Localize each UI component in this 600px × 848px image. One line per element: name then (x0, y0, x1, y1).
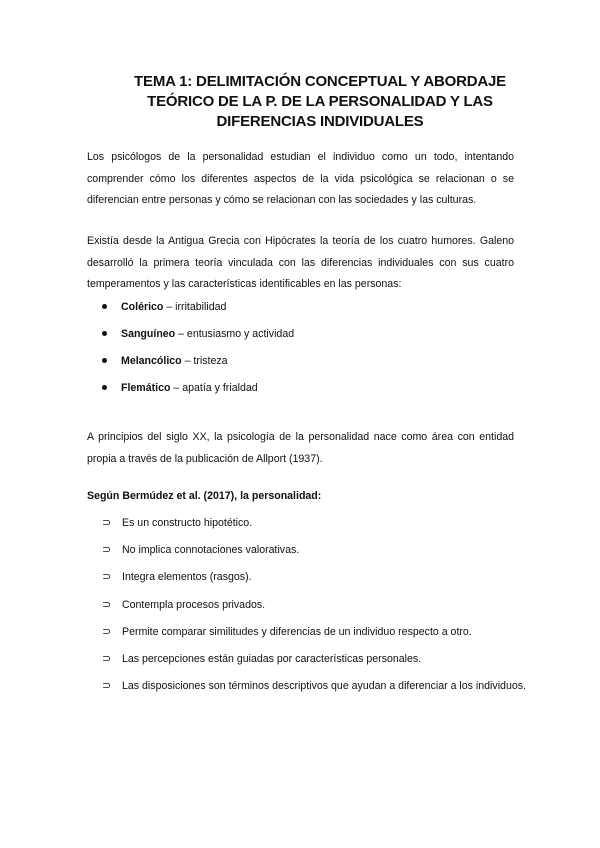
title-line-2: TEÓRICO DE LA P. DE LA PERSONALIDAD Y LAS (147, 93, 493, 110)
humor-term: Melancólico (121, 355, 182, 367)
superset-bullet-icon: ⊃ (102, 543, 112, 557)
humor-description: – tristeza (181, 355, 228, 367)
humor-term: Flemático (121, 382, 171, 394)
bullet-icon (102, 304, 107, 309)
bullet-icon (102, 331, 107, 336)
superset-bullet-icon: ⊃ (102, 624, 112, 638)
humor-term: Sanguíneo (121, 328, 176, 340)
list-item-text: Permite comparar similitudes y diferencias de un individuo respecto a otro. (122, 625, 472, 638)
list-item-text: No implica connotaciones valorativas. (122, 544, 300, 557)
bullet-icon (102, 385, 107, 390)
humor-description: – irritabilidad (163, 301, 227, 313)
humor-description: – apatía y frialdad (170, 382, 258, 394)
allport-paragraph: A principios del siglo XX, la psicología de la personalidad nace como área con entidad propia a través de la publicación de Allport (1937). (87, 431, 514, 465)
list-item (87, 325, 507, 352)
list-item-text: Las disposiciones son términos descriptivos que ayudan a diferenciar a los individuos. (122, 680, 526, 693)
list-item (87, 568, 527, 595)
title-line-3: DIFERENCIAS INDIVIDUALES (216, 113, 424, 130)
document-title (110, 72, 530, 132)
list-item (87, 514, 527, 541)
superset-bullet-icon: ⊃ (102, 679, 112, 693)
superset-bullet-icon: ⊃ (102, 597, 112, 611)
personality-list (87, 514, 527, 704)
list-item (87, 379, 507, 406)
superset-bullet-icon: ⊃ (102, 516, 112, 529)
list-item (87, 596, 527, 623)
title-line-1: TEMA 1: DELIMITACIÓN CONCEPTUAL Y ABORDAJE (134, 73, 506, 90)
list-item (87, 677, 527, 704)
bullet-icon (102, 358, 107, 363)
list-item (87, 352, 507, 379)
list-item (87, 650, 527, 677)
list-item (87, 623, 527, 650)
list-item (87, 541, 527, 568)
list-item-text: Contempla procesos privados. (122, 598, 266, 611)
list-item-text: Integra elementos (rasgos). (122, 571, 252, 584)
superset-bullet-icon: ⊃ (102, 570, 112, 584)
humors-paragraph: Existía desde la Antigua Grecia con Hipócrates la teoría de los cuatro humores. Galeno desarrolló la primera teoría vinculada con las diferencias individuales con sus cuatro temperamentos y las características identificables en las personas: (87, 235, 514, 290)
humor-term: Colérico (121, 301, 164, 313)
superset-bullet-icon: ⊃ (102, 651, 112, 665)
humor-description: – entusiasmo y actividad (175, 328, 295, 340)
list-item (87, 298, 507, 325)
personality-heading: Según Bermúdez et al. (2017), la personalidad: (87, 490, 322, 502)
intro-paragraph: Los psicólogos de la personalidad estudian el individuo como un todo, intentando comprender cómo los diferentes aspectos de la vida psicológica se relacionan o se diferencian entre personas y cómo se relacionan con las sociedades y las culturas. (87, 151, 514, 206)
humors-list (87, 298, 507, 406)
list-item-text: Las percepciones están guiadas por características personales. (122, 652, 422, 665)
list-item-text: Es un constructo hipotético. (122, 517, 253, 529)
